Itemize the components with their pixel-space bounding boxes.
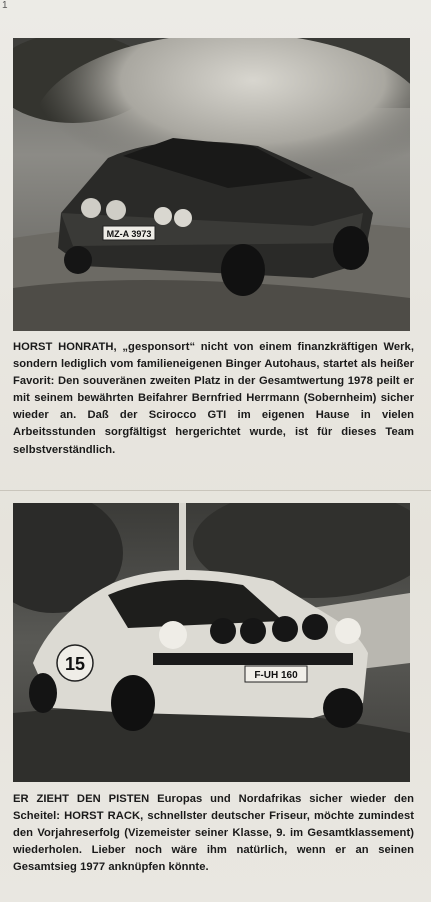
photo-scirocco xyxy=(13,38,410,331)
caption-porsche xyxy=(13,791,414,876)
caption-body: „gesponsort“ nicht von einem finanzkräftigen Werk, sondern lediglich vom familieneigenen Binger Autohaus, startet als heißer Favorit: Den souveränen zweiten Platz in der Gesamtwertung 1978 peilt er mit seinem bewährten Beifahrer Bernfried Herrmann (Sobernheim) sicher wieder an. Daß der Scirocco GTI im eigenen Hause in vielen Arbeitsstunden sorgfältigst hergerichtet wurde, ist für dieses Team selbstverständlich. xyxy=(13,341,414,456)
section-divider xyxy=(0,490,431,491)
top-mark: 1 xyxy=(2,0,8,11)
caption-body: Europas und Nordafrikas sicher wieder den Scheitel: HORST RACK, schnellster deutscher Friseur, möchte zumindest den Vorjahreserfolg (Vizemeister seiner Klasse, 9. im Gesamtklassement) wiederholen. Lieber noch wäre ihm natürlich, wenn er an seinen Gesamtsieg 1977 anknüpfen könnte. xyxy=(13,793,414,874)
start-number-text: 15 xyxy=(64,654,86,674)
porsche-rally-car-image xyxy=(13,503,410,782)
scirocco-rally-car-image xyxy=(13,38,410,331)
scirocco-plate-text: MZ-A 3973 xyxy=(106,229,152,239)
photo-porsche xyxy=(13,503,410,782)
caption-lead: ER ZIEHT DEN PISTEN xyxy=(13,793,150,805)
caption-lead: HORST HONRATH, xyxy=(13,341,117,353)
porsche-plate-text: F-UH 160 xyxy=(254,670,298,681)
caption-scirocco xyxy=(13,339,414,459)
